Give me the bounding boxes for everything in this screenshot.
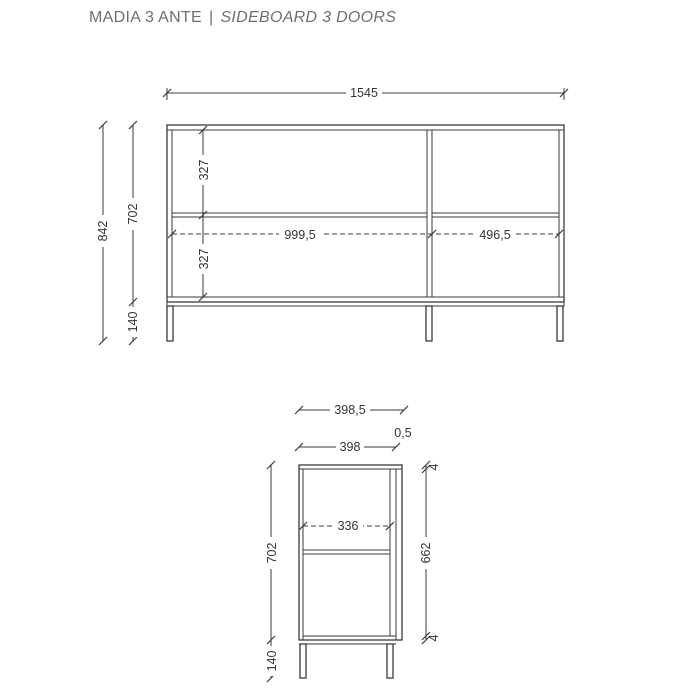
title-separator: | <box>208 9 214 26</box>
side-leg-back <box>300 644 306 678</box>
front-right-shelf <box>432 213 559 217</box>
label-leg-height: 140 <box>126 311 140 333</box>
front-left-shelf <box>172 213 427 217</box>
label-side-leg-height: 140 <box>265 650 279 672</box>
label-compartment-bottom: 327 <box>197 248 211 270</box>
label-total-height: 842 <box>96 220 110 242</box>
product-subtitle: SIDEBOARD 3 DOORS <box>220 9 397 26</box>
side-cabinet-outline <box>299 465 402 640</box>
label-compartment-top: 327 <box>197 159 211 181</box>
label-inner-depth: 398 <box>339 440 361 454</box>
label-outer-depth: 398,5 <box>334 403 366 417</box>
side-shelf <box>303 550 390 554</box>
label-bottom-panel: 4 <box>427 634 441 642</box>
label-inner-height: 662 <box>419 542 433 564</box>
label-right-section-width: 496,5 <box>479 228 511 242</box>
label-shelf-depth: 336 <box>337 519 359 533</box>
label-body-height: 702 <box>126 203 140 225</box>
product-name: MADIA 3 ANTE <box>89 9 202 26</box>
front-view <box>95 86 568 345</box>
front-leg-left <box>167 306 173 341</box>
front-leg-right <box>557 306 563 341</box>
side-view <box>263 403 441 682</box>
label-total-width: 1545 <box>350 86 378 100</box>
front-leg-middle <box>426 306 432 341</box>
label-door-thickness: 0,5 <box>394 426 412 440</box>
label-side-body-height: 702 <box>265 542 279 564</box>
side-leg-front <box>387 644 393 678</box>
label-top-panel: 4 <box>427 463 441 471</box>
label-left-section-width: 999,5 <box>284 228 316 242</box>
front-center-divider <box>427 130 432 297</box>
